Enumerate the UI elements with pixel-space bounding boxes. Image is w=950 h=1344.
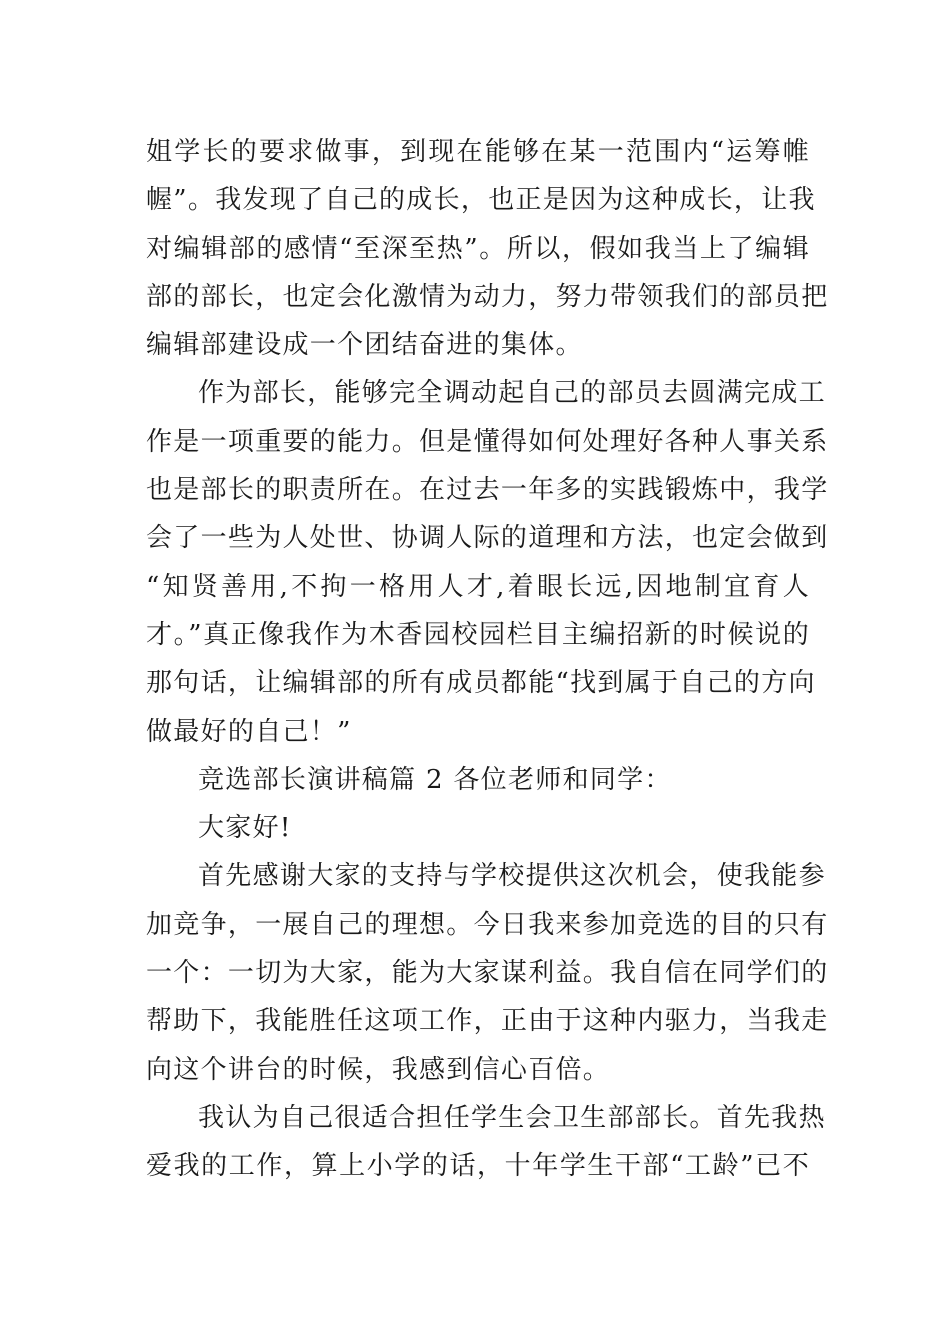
paragraph-line: 也是部长的职责所在。在过去一年多的实践锻炼中，我学 (146, 475, 829, 506)
paragraph-line: 作是一项重要的能力。但是懂得如何处理好各种人事关系 (146, 426, 829, 457)
paragraph-line: 向这个讲台的时候，我感到信心百倍。 (146, 1054, 611, 1085)
section-heading-speech-2 (146, 756, 810, 804)
paragraph-line: 那句话，让编辑部的所有成员都能“找到属于自己的方向 (146, 668, 816, 699)
paragraph-line: “知贤善用,不拘一格用人才,着眼长远,因地制宜育人 (146, 571, 810, 602)
paragraph-line: 帮助下，我能胜任这项工作，正由于这种内驱力，当我走 (146, 1006, 829, 1037)
paragraph-line: 作为部长，能够完全调动起自己的部员去圆满完成工 (198, 378, 826, 409)
paragraph-line: 一个：一切为大家，能为大家谋利益。我自信在同学们的 (146, 958, 829, 989)
paragraph-line: 会了一些为人处世、协调人际的道理和方法，也定会做到 (146, 523, 829, 554)
paragraph-line: 加竞争，一展自己的理想。今日我来参加竞选的目的只有 (146, 909, 829, 940)
greeting (146, 804, 810, 852)
paragraph-line: 部的部长，也定会化激情为动力，努力带领我们的部员把 (146, 281, 829, 312)
paragraph-line: 编辑部建设成一个团结奋进的集体。 (146, 330, 583, 361)
paragraph-line: 我认为自己很适合担任学生会卫生部部长。首先我热 (198, 1102, 826, 1133)
paragraph-2 (146, 369, 829, 755)
paragraph-1 (146, 128, 829, 369)
paragraph-line: 姐学长的要求做事，到现在能够在某一范围内“运筹帷 (146, 137, 810, 167)
paragraph-line: 竞选部长演讲稿篇 2 各位老师和同学： (198, 764, 672, 795)
paragraph-line: 首先感谢大家的支持与学校提供这次机会，使我能参 (198, 861, 826, 892)
paragraph-line: 才。”真正像我作为木香园校园栏目主编招新的时候说的 (146, 619, 810, 650)
paragraph-5 (146, 852, 829, 1093)
paragraph-line: 幄”。我发现了自己的成长，也正是因为这种成长，让我 (146, 185, 816, 216)
paragraph-line: 做最好的自己！” (146, 716, 352, 747)
paragraph-6 (146, 1094, 826, 1191)
paragraph-line: 爱我的工作，算上小学的话，十年学生干部“工龄”已不 (146, 1151, 810, 1182)
document-body (146, 128, 829, 1191)
paragraph-line: 对编辑部的感情“至深至热”。所以，假如我当上了编辑 (146, 233, 810, 264)
paragraph-line: 大家好! (198, 813, 292, 844)
